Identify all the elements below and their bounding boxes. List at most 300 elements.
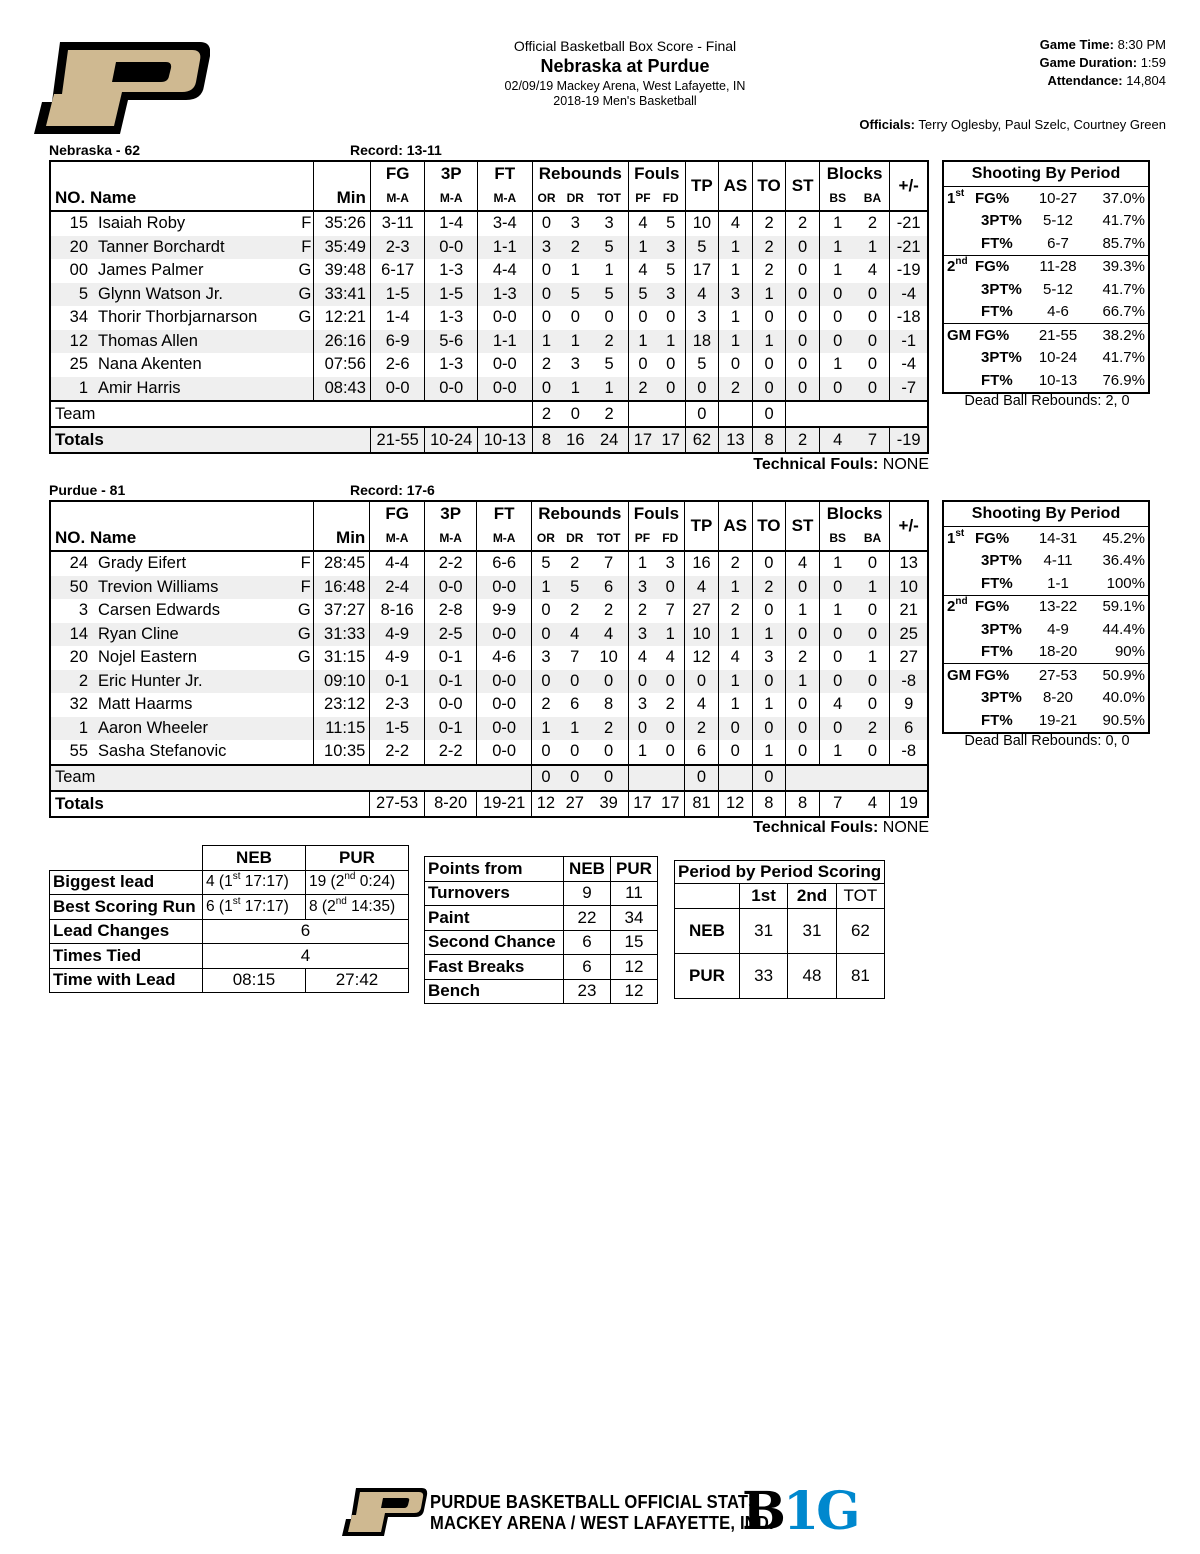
player-min: 08:43	[314, 377, 371, 402]
period-team: PUR	[675, 954, 740, 999]
player-pm: -4	[890, 283, 928, 307]
player-bs: 0	[819, 306, 855, 330]
sbp-row	[943, 641, 1149, 664]
player-st: 1	[786, 670, 820, 694]
sbp-stat: FG%	[975, 324, 1031, 347]
player-pos: G	[283, 623, 313, 647]
sbp-ma: 18-20	[1038, 643, 1078, 661]
game-info	[1040, 36, 1166, 90]
sbp-row	[943, 210, 1149, 233]
sbp-stat: 3PT%	[981, 349, 1022, 367]
matchup: Nebraska at Purdue	[540, 56, 710, 76]
player-number: 32	[69, 695, 88, 714]
player-ft: 9-9	[477, 599, 532, 623]
totals-bs: 7	[819, 791, 855, 817]
player-or: 0	[532, 283, 560, 307]
player-bs: 4	[819, 693, 855, 717]
totals-as: 13	[719, 427, 753, 453]
player-pos	[284, 353, 314, 377]
player-ba: 0	[867, 554, 878, 573]
totals-ft: 19-21	[477, 791, 532, 817]
lead-tail: 14:35)	[346, 897, 396, 915]
player-number: 25	[69, 355, 88, 374]
player-min: 33:41	[314, 283, 371, 307]
player-st: 0	[786, 236, 820, 260]
sbp-row	[943, 709, 1149, 733]
sbp-pct: 40.0%	[1102, 689, 1145, 707]
player-min: 12:21	[314, 306, 371, 330]
player-fd: 0	[656, 670, 684, 694]
lead-row-tied	[50, 944, 409, 969]
player-number: 3	[78, 601, 88, 620]
col-ft-ma: M-A	[478, 186, 533, 211]
lead-corner	[50, 846, 203, 871]
sbp-period	[943, 210, 975, 233]
sbp-period	[943, 572, 975, 595]
player-pos: F	[284, 236, 314, 260]
player-tp3: 1-5	[425, 283, 478, 307]
totals-dr: 27	[560, 791, 590, 817]
player-ba: 1	[867, 648, 878, 667]
player-name: Glynn Watson Jr.	[98, 284, 224, 303]
player-bs: 1	[819, 740, 855, 765]
col-pm: +/-	[890, 501, 928, 551]
player-no-name	[50, 236, 284, 260]
player-to: 0	[752, 377, 786, 402]
player-fd: 0	[665, 742, 675, 761]
player-min: 07:56	[314, 353, 371, 377]
sbp-stat: FG%	[975, 189, 1010, 207]
player-tp3: 2-2	[424, 740, 476, 765]
sbp-header	[943, 501, 1149, 527]
player-dr: 2	[570, 601, 580, 620]
player-dr: 3	[570, 355, 580, 374]
pts-label: Paint	[425, 906, 564, 931]
player-pos: G	[298, 261, 312, 280]
player-bs: 0	[819, 646, 855, 670]
lead-row-time	[50, 968, 409, 993]
sbp-ma: 14-31	[1038, 529, 1078, 547]
sbp-pct: 90.5%	[1102, 711, 1145, 729]
col-tp: TP	[685, 161, 719, 211]
player-ft: 0-0	[478, 377, 533, 402]
player-pf: 5	[629, 283, 657, 307]
player-fg: 6-17	[370, 259, 425, 283]
player-dr: 2	[560, 236, 590, 260]
player-row	[50, 717, 928, 741]
totals-row	[50, 427, 928, 453]
totals-to: 8	[752, 791, 786, 817]
period-scoring-table	[674, 860, 885, 999]
b1g-logo	[742, 1481, 858, 1542]
totals-pm: -19	[890, 427, 928, 453]
player-tp3: 1-3	[425, 306, 478, 330]
player-ba: 2	[867, 214, 878, 233]
pts-header	[425, 857, 658, 882]
player-as: 1	[719, 236, 753, 260]
player-ba: 0	[856, 377, 890, 402]
player-tp: 10	[685, 211, 719, 236]
player-fg: 2-4	[370, 576, 425, 600]
player-ft: 0-0	[478, 353, 533, 377]
lead-val: 19 (2	[309, 873, 345, 891]
player-pm: -8	[890, 670, 928, 694]
sbp-pct: 100%	[1106, 574, 1145, 592]
sbp-row	[943, 255, 1149, 278]
player-tp: 16	[685, 551, 719, 576]
tech-value: NONE	[882, 819, 929, 836]
player-no-name	[50, 599, 283, 623]
player-ba: 1	[856, 576, 890, 600]
player-to: 1	[752, 623, 786, 647]
player-st: 4	[786, 551, 820, 576]
purdue-technical-fouls	[753, 819, 929, 837]
pts-label: Second Chance	[425, 930, 564, 955]
period-tot: 62	[836, 909, 884, 954]
col-fg: FG	[370, 501, 425, 526]
col-tp3-ma: M-A	[424, 526, 476, 551]
player-fd: 7	[665, 601, 675, 620]
player-tp3: 5-6	[425, 330, 478, 354]
period-corner	[675, 884, 740, 909]
col-ft: FT	[477, 501, 532, 526]
player-tot: 2	[590, 330, 628, 354]
player-or: 0	[532, 211, 560, 236]
player-ft: 1-1	[478, 236, 533, 260]
player-min: 28:45	[313, 551, 370, 576]
col-tp3: 3P	[425, 161, 478, 186]
attendance: 14,804	[1126, 73, 1166, 88]
sbp-stat: 3PT%	[981, 620, 1022, 638]
player-or: 0	[531, 623, 559, 647]
player-row	[50, 236, 928, 260]
col-pos	[284, 161, 314, 211]
player-tp3: 1-3	[425, 353, 478, 377]
player-to: 1	[752, 283, 786, 307]
col-as: AS	[718, 501, 752, 551]
player-pm: 10	[890, 576, 928, 600]
totals-to: 8	[752, 427, 786, 453]
player-ft: 1-1	[478, 330, 533, 354]
sbp-pct: 85.7%	[1102, 234, 1145, 252]
player-name: Thorir Thorbjarnarson	[98, 308, 258, 327]
player-ba: 1	[856, 236, 890, 260]
sbp-pct: 59.1%	[1085, 595, 1149, 618]
pts-neb: 9	[564, 881, 611, 906]
player-min: 10:35	[313, 740, 370, 765]
player-dr: 5	[560, 576, 590, 600]
sbp-period	[943, 527, 975, 550]
player-st: 2	[786, 646, 820, 670]
player-pos	[283, 740, 313, 765]
player-ft: 0-0	[477, 740, 532, 765]
player-ft: 4-4	[478, 259, 533, 283]
lead-label: Lead Changes	[50, 919, 203, 944]
player-tot: 5	[590, 236, 628, 260]
sbp-row	[943, 324, 1149, 347]
col-ft-ma: M-A	[477, 526, 532, 551]
col-or: OR	[531, 526, 559, 551]
header-row-1	[50, 161, 928, 186]
player-tp3: 2-8	[424, 599, 476, 623]
player-tot: 5	[590, 283, 628, 307]
season-line: 2018-19 Men's Basketball	[553, 94, 697, 108]
player-bs: 1	[819, 599, 855, 623]
lead-sup: st	[232, 871, 241, 883]
player-dr: 1	[570, 261, 580, 280]
player-ft: 6-6	[477, 551, 532, 576]
sbp-period	[943, 255, 975, 278]
player-pos: G	[297, 601, 311, 620]
team-row	[50, 765, 928, 791]
team-tp: 0	[685, 765, 719, 791]
sbp-stat: FT%	[981, 643, 1013, 661]
player-bs: 1	[819, 211, 855, 236]
totals-fg: 21-55	[370, 427, 425, 453]
player-pm: 25	[890, 623, 928, 647]
player-tp: 18	[685, 330, 719, 354]
player-bs: 0	[819, 330, 855, 354]
totals-tot: 24	[590, 427, 628, 453]
player-no-name	[50, 646, 283, 670]
col-to: TO	[752, 161, 786, 211]
sbp-pct: 41.7%	[1102, 212, 1145, 230]
player-tp: 2	[685, 717, 719, 741]
totals-label: Totals	[50, 791, 370, 817]
pts-pur: 11	[611, 881, 658, 906]
player-pos: F	[301, 214, 312, 233]
player-or: 0	[531, 670, 559, 694]
sbp-period	[943, 324, 975, 347]
player-fd: 0	[656, 717, 684, 741]
player-tp3: 0-1	[424, 670, 476, 694]
player-no-name	[50, 353, 284, 377]
sbp-row	[943, 550, 1149, 573]
col-min: Min	[314, 161, 371, 211]
player-min: 16:48	[313, 576, 370, 600]
player-number: 55	[69, 742, 88, 761]
player-fd: 0	[666, 355, 676, 374]
sbp-pct: 50.9%	[1085, 664, 1149, 687]
col-or: OR	[532, 186, 560, 211]
player-bs: 0	[819, 576, 855, 600]
player-to: 0	[752, 306, 786, 330]
player-pm: -7	[890, 377, 928, 402]
player-name: Grady Eifert	[98, 554, 187, 573]
sbp-pct: 36.4%	[1102, 552, 1145, 570]
team-dr: 0	[560, 401, 590, 427]
player-row	[50, 670, 928, 694]
pts-row	[425, 955, 658, 980]
player-or: 0	[531, 740, 559, 765]
team-fouls	[629, 401, 686, 427]
player-fg: 4-4	[370, 551, 425, 576]
player-pm: -1	[890, 330, 928, 354]
purdue-record: Record: 17-6	[350, 482, 435, 498]
player-pos	[283, 717, 313, 741]
player-bs: 0	[819, 377, 855, 402]
player-ba: 0	[867, 355, 878, 374]
player-tp3: 0-0	[424, 576, 476, 600]
totals-st: 2	[786, 427, 820, 453]
lead-neb-value	[203, 870, 306, 895]
sbp-period	[943, 664, 975, 687]
sbp-stat: 3PT%	[981, 280, 1022, 298]
player-fd: 1	[657, 330, 685, 354]
player-ft: 0-0	[477, 576, 532, 600]
player-fg: 3-11	[370, 211, 425, 236]
col-tp3-ma: M-A	[425, 186, 478, 211]
player-pos: G	[298, 308, 312, 327]
period-p1: 31	[739, 909, 787, 954]
player-tot: 4	[590, 623, 628, 647]
sbp-ma: 5-12	[1042, 280, 1074, 298]
sbp-ma: 27-53	[1031, 664, 1085, 687]
player-or: 1	[531, 717, 559, 741]
game-time-label: Game Time:	[1039, 37, 1114, 52]
lead-summary-table	[49, 845, 409, 993]
player-pm: -21	[890, 211, 928, 236]
totals-tp: 81	[685, 791, 719, 817]
player-bs: 0	[819, 717, 855, 741]
sbp-row	[943, 664, 1149, 687]
col-ba: BA	[856, 186, 890, 211]
player-name: Isaiah Roby	[98, 214, 186, 233]
team-as	[719, 401, 753, 427]
sbp-ma: 1-1	[1047, 574, 1069, 592]
player-dr: 1	[560, 330, 590, 354]
sbp-row	[943, 278, 1149, 301]
sbp-period	[943, 595, 975, 618]
player-tot: 8	[604, 695, 614, 714]
col-dr: DR	[560, 186, 590, 211]
player-tot: 0	[590, 670, 628, 694]
period-p2: 48	[788, 954, 836, 999]
player-row	[50, 740, 928, 765]
player-pos: G	[284, 283, 314, 307]
player-min: 26:16	[314, 330, 371, 354]
player-tot: 0	[604, 742, 614, 761]
player-or: 1	[532, 330, 560, 354]
totals-or: 12	[531, 791, 559, 817]
player-dr: 7	[570, 648, 580, 667]
player-as: 1	[719, 306, 753, 330]
player-tp3: 2-5	[424, 623, 476, 647]
period-p1: 33	[739, 954, 787, 999]
sbp-period-num: 1	[947, 189, 956, 207]
player-tp: 12	[685, 646, 719, 670]
player-min: 37:27	[313, 599, 370, 623]
lead-row-changes	[50, 919, 409, 944]
sbp-row	[943, 301, 1149, 324]
player-pos	[283, 693, 313, 717]
sbp-title: Shooting By Period	[943, 161, 1149, 187]
player-ba: 0	[867, 601, 878, 620]
player-st: 0	[786, 377, 820, 402]
col-fd: FD	[657, 186, 685, 211]
player-pm: -21	[890, 236, 928, 260]
sbp-row	[943, 232, 1149, 255]
player-no-name	[50, 283, 284, 307]
player-pf: 1	[628, 551, 656, 576]
team-tot: 2	[590, 401, 628, 427]
player-pf: 1	[628, 740, 656, 765]
sbp-ma: 8-20	[1042, 689, 1074, 707]
player-no-name	[50, 211, 284, 236]
header-center	[440, 38, 810, 108]
pts-label: Bench	[425, 979, 564, 1004]
period-h1: 1st	[739, 884, 787, 909]
pts-neb: 23	[564, 979, 611, 1004]
team-to: 0	[752, 401, 786, 427]
pts-title: Points from	[425, 857, 564, 882]
sbp-period	[943, 278, 975, 301]
player-as: 1	[718, 693, 752, 717]
team-tp: 0	[685, 401, 719, 427]
player-number: 1	[78, 718, 88, 737]
col-tot: TOT	[590, 526, 628, 551]
period-tot: 81	[836, 954, 884, 999]
sbp-ma: 10-27	[1038, 189, 1078, 207]
col-as: AS	[719, 161, 753, 211]
player-to: 0	[752, 717, 786, 741]
player-to: 0	[752, 551, 786, 576]
player-no-name	[50, 693, 283, 717]
pts-pur: 34	[611, 906, 658, 931]
pts-label: Turnovers	[425, 881, 564, 906]
team-rest	[786, 401, 928, 427]
team-or: 0	[531, 765, 559, 791]
totals-dr: 16	[560, 427, 590, 453]
totals-bs: 4	[819, 427, 855, 453]
player-no-name	[50, 306, 284, 330]
lead-val: 6 (1	[206, 897, 233, 915]
player-pm: 21	[890, 599, 928, 623]
player-min: 35:49	[314, 236, 371, 260]
player-pos	[283, 670, 313, 694]
player-row	[50, 599, 928, 623]
player-fg: 8-16	[370, 599, 425, 623]
footer-line2: MACKEY ARENA / WEST LAFAYETTE, IND.	[430, 1513, 774, 1533]
sbp-pct: 38.2%	[1085, 324, 1149, 347]
lead-neb-header: NEB	[203, 846, 306, 871]
col-blocks: Blocks	[819, 501, 890, 526]
pts-neb: 6	[564, 955, 611, 980]
player-st: 0	[786, 740, 820, 765]
pts-pur: 12	[611, 979, 658, 1004]
sbp-stat: FT%	[981, 303, 1013, 321]
player-no-name	[50, 576, 283, 600]
player-row	[50, 259, 928, 283]
player-or: 1	[531, 576, 559, 600]
team-as	[718, 765, 752, 791]
player-number: 20	[69, 648, 88, 667]
col-fd: FD	[656, 526, 684, 551]
totals-st: 8	[786, 791, 820, 817]
player-name: Ryan Cline	[98, 624, 179, 643]
totals-pf: 17	[628, 791, 656, 817]
sbp-stat: 3PT%	[981, 689, 1022, 707]
sbp-ma: 4-9	[1047, 620, 1069, 638]
col-min: Min	[313, 501, 370, 551]
lead-row-biggest	[50, 870, 409, 895]
player-pm: 9	[890, 693, 928, 717]
player-no-name	[50, 377, 284, 402]
player-or: 2	[531, 693, 559, 717]
player-dr: 4	[560, 623, 590, 647]
tech-value: NONE	[882, 456, 929, 473]
player-number: 24	[69, 554, 88, 573]
